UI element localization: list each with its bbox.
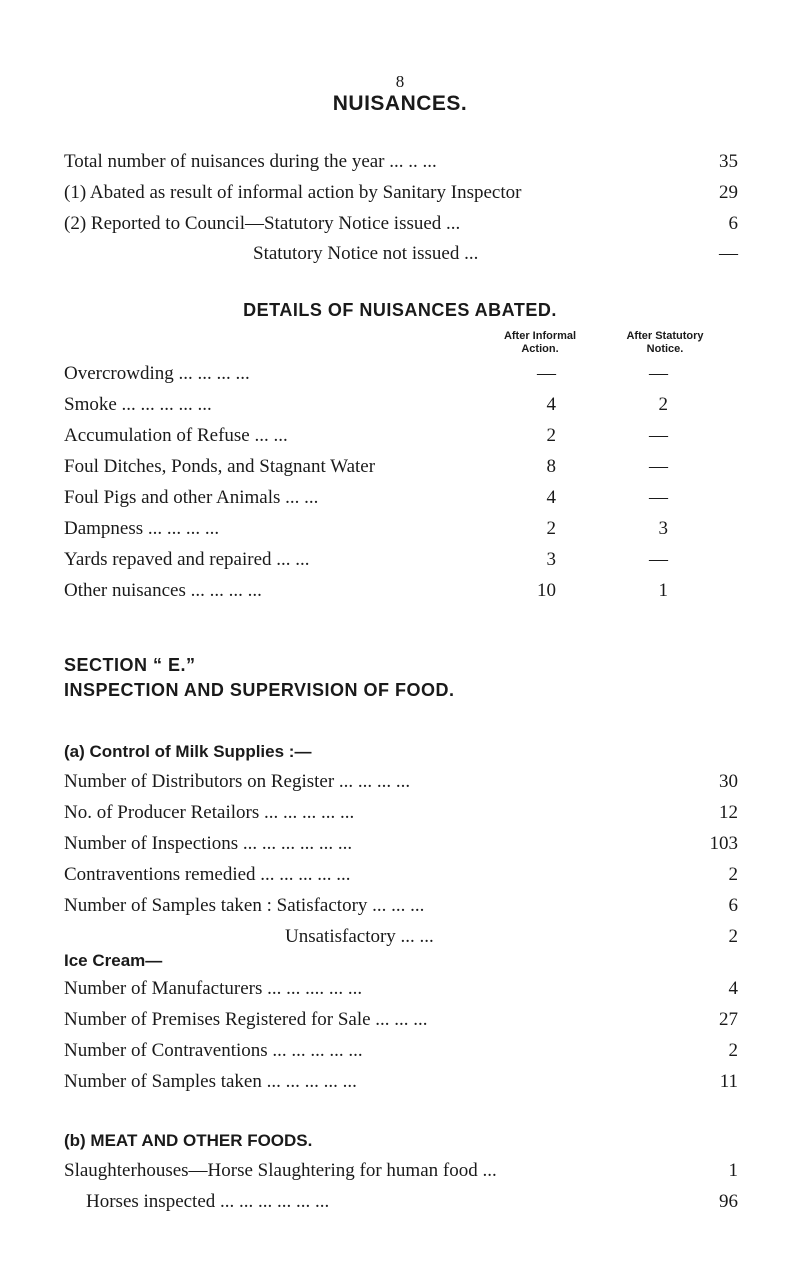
details-row-informal: 4 xyxy=(546,487,556,508)
milk-row-value: 6 xyxy=(728,895,738,916)
details-row-statutory: — xyxy=(649,549,668,570)
details-row-label: Foul Ditches, Ponds, and Stagnant Water xyxy=(64,456,376,477)
summary-value-total: 35 xyxy=(719,151,738,172)
details-row-label: Overcrowding ... ... ... ... xyxy=(64,363,250,384)
milk-heading: (a) Control of Milk Supplies :— xyxy=(64,742,312,761)
details-row-informal: 2 xyxy=(546,518,556,539)
ice-cream-row-label: Number of Premises Registered for Sale ... ... ... xyxy=(64,1009,428,1030)
milk-row-value: 103 xyxy=(709,833,738,854)
details-row-label: Other nuisances ... ... ... ... xyxy=(64,580,262,601)
details-row-informal: — xyxy=(537,363,556,384)
ice-cream-row-label: Number of Samples taken ... ... ... ... ... xyxy=(64,1071,357,1092)
details-heading: DETAILS OF NUISANCES ABATED. xyxy=(243,300,557,320)
summary-label-total: Total number of nuisances during the year ... .. ... xyxy=(64,151,437,172)
details-row-informal: 4 xyxy=(546,394,556,415)
milk-row-label: Number of Inspections ... ... ... ... ... ... xyxy=(64,833,353,854)
details-row-statutory: 2 xyxy=(658,394,668,415)
meat-row-label: Horses inspected ... ... ... ... ... ... xyxy=(86,1191,330,1212)
details-row-informal: 10 xyxy=(537,580,556,601)
details-row-statutory: 1 xyxy=(658,580,668,601)
ice-cream-row-value: 11 xyxy=(719,1071,738,1092)
milk-row-label: No. of Producer Retailors ... ... ... ... ... xyxy=(64,802,355,823)
meat-row-label: Slaughterhouses—Horse Slaughtering for human food ... xyxy=(64,1160,497,1181)
milk-row-value: 12 xyxy=(719,802,738,823)
meat-heading: (b) MEAT AND OTHER FOODS. xyxy=(64,1131,313,1150)
column-header-statutory: After Statutory Notice. xyxy=(626,330,704,355)
details-row-statutory: 3 xyxy=(658,518,668,539)
ice-cream-row-label: Number of Manufacturers ... ... .... ... ... xyxy=(64,978,363,999)
meat-row-value: 1 xyxy=(728,1160,738,1181)
milk-row-value: 2 xyxy=(728,864,738,885)
section-title: SECTION “ E.” xyxy=(64,655,196,675)
summary-label-notice-issued: (2) Reported to Council—Statutory Notice issued ... xyxy=(64,213,461,234)
ice-cream-row-value: 4 xyxy=(728,978,738,999)
details-row-statutory: — xyxy=(649,456,668,477)
summary-label-informal: (1) Abated as result of informal action by Sanitary Inspector xyxy=(64,182,522,203)
milk-row-value: 2 xyxy=(728,926,738,947)
summary-value-notice-issued: 6 xyxy=(728,213,738,234)
details-row-label: Smoke ... ... ... ... ... xyxy=(64,394,212,415)
details-row-informal: 8 xyxy=(546,456,556,477)
details-row-statutory: — xyxy=(649,425,668,446)
milk-row-label: Unsatisfactory ... ... xyxy=(285,926,434,947)
details-row-label: Foul Pigs and other Animals ... ... xyxy=(64,487,319,508)
details-row-label: Accumulation of Refuse ... ... xyxy=(64,425,288,446)
details-row-label: Dampness ... ... ... ... xyxy=(64,518,220,539)
milk-row-label: Number of Distributors on Register ... ... ... ... xyxy=(64,771,411,792)
milk-row-label: Number of Samples taken : Satisfactory ... ... ... xyxy=(64,895,425,916)
details-row-label: Yards repaved and repaired ... ... xyxy=(64,549,310,570)
details-row-informal: 2 xyxy=(546,425,556,446)
details-row-statutory: — xyxy=(649,363,668,384)
milk-row-value: 30 xyxy=(719,771,738,792)
details-row-statutory: — xyxy=(649,487,668,508)
summary-value-informal: 29 xyxy=(719,182,738,203)
page-title: NUISANCES. xyxy=(332,92,468,115)
page-number: 8 xyxy=(395,72,405,91)
summary-value-notice-not-issued: — xyxy=(719,243,738,264)
milk-row-label: Contraventions remedied ... ... ... ... ... xyxy=(64,864,351,885)
ice-cream-row-value: 27 xyxy=(719,1009,738,1030)
details-row-informal: 3 xyxy=(546,549,556,570)
column-header-informal: After Informal Action. xyxy=(503,330,577,355)
summary-label-notice-not-issued: Statutory Notice not issued ... xyxy=(253,243,479,264)
meat-row-value: 96 xyxy=(719,1191,738,1212)
ice-cream-heading: Ice Cream— xyxy=(64,951,163,970)
ice-cream-row-label: Number of Contraventions ... ... ... ... ... xyxy=(64,1040,363,1061)
ice-cream-row-value: 2 xyxy=(728,1040,738,1061)
section-subtitle: INSPECTION AND SUPERVISION OF FOOD. xyxy=(64,680,455,700)
